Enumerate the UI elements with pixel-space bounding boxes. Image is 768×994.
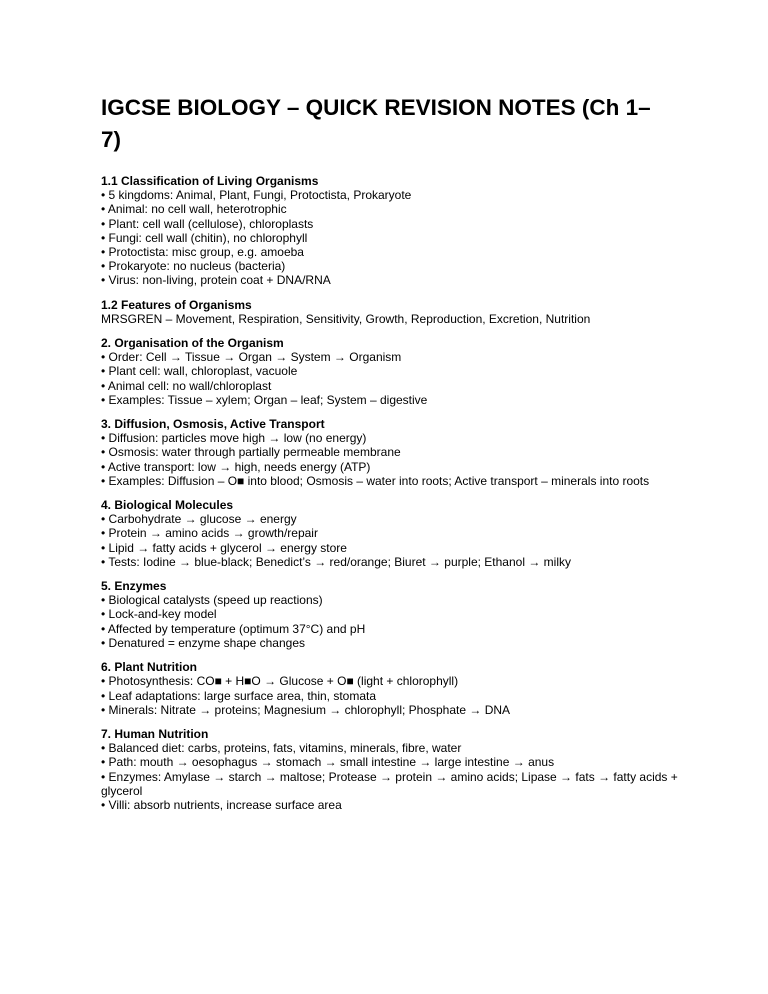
section-heading: 6. Plant Nutrition bbox=[101, 660, 197, 675]
section bbox=[101, 336, 681, 407]
note-line: • Protoctista: misc group, e.g. amoeba bbox=[101, 245, 304, 260]
note-line: • Examples: Diffusion – O■ into blood; Osmosis – water into roots; Active transport – minerals into roots bbox=[101, 473, 650, 488]
note-line: • Carbohydrate → glucose → energy bbox=[101, 512, 297, 527]
note-line: • 5 kingdoms: Animal, Plant, Fungi, Protoctista, Prokaryote bbox=[101, 188, 412, 203]
note-line: • Tests: Iodine → blue-black; Benedict’s → red/orange; Biuret → purple; Ethanol → milky bbox=[101, 554, 571, 569]
note-line: • Examples: Tissue – xylem; Organ – leaf; System – digestive bbox=[101, 392, 428, 407]
section-heading: 4. Biological Molecules bbox=[101, 498, 234, 513]
section bbox=[101, 660, 681, 717]
note-line: • Prokaryote: no nucleus (bacteria) bbox=[101, 259, 286, 274]
note-line: • Leaf adaptations: large surface area, thin, stomata bbox=[101, 688, 377, 703]
document-title: IGCSE BIOLOGY – QUICK REVISION NOTES (Ch 1–7) bbox=[101, 95, 651, 152]
note-line: • Plant cell: wall, chloroplast, vacuole bbox=[101, 364, 298, 379]
document-page bbox=[101, 92, 681, 822]
section bbox=[101, 417, 681, 488]
note-line: • Enzymes: Amylase → starch → maltose; Protease → protein → amino acids; Lipase → fats → fatty acids + glycerol bbox=[101, 769, 678, 798]
note-line: • Minerals: Nitrate → proteins; Magnesium → chlorophyll; Phosphate → DNA bbox=[101, 702, 511, 717]
note-line: • Plant: cell wall (cellulose), chloroplasts bbox=[101, 216, 314, 231]
note-line: • Photosynthesis: CO■ + H■O → Glucose + O■ (light + chlorophyll) bbox=[101, 674, 459, 689]
section-heading: 2. Organisation of the Organism bbox=[101, 336, 284, 351]
note-line: • Active transport: low → high, needs energy (ATP) bbox=[101, 459, 371, 474]
note-line: • Virus: non-living, protein coat + DNA/RNA bbox=[101, 273, 331, 288]
note-line: • Villi: absorb nutrients, increase surface area bbox=[101, 797, 342, 812]
section bbox=[101, 727, 681, 812]
section-heading: 1.1 Classification of Living Organisms bbox=[101, 174, 319, 188]
section bbox=[101, 579, 681, 650]
section-heading: 1.2 Features of Organisms bbox=[101, 297, 252, 312]
section bbox=[101, 298, 681, 326]
note-line: • Affected by temperature (optimum 37°C) and pH bbox=[101, 621, 366, 636]
note-line: • Animal: no cell wall, heterotrophic bbox=[101, 202, 287, 217]
note-line: • Fungi: cell wall (chitin), no chlorophyll bbox=[101, 230, 308, 245]
note-line: • Biological catalysts (speed up reactions) bbox=[101, 593, 323, 608]
note-line: • Balanced diet: carbs, proteins, fats, vitamins, minerals, fibre, water bbox=[101, 741, 462, 756]
section bbox=[101, 498, 681, 569]
note-line: • Order: Cell → Tissue → Organ → System → Organism bbox=[101, 350, 402, 365]
note-line: • Diffusion: particles move high → low (no energy) bbox=[101, 431, 367, 446]
section bbox=[101, 174, 681, 288]
note-line: • Osmosis: water through partially permeable membrane bbox=[101, 445, 401, 460]
note-line: • Denatured = enzyme shape changes bbox=[101, 635, 305, 650]
section-heading: 5. Enzymes bbox=[101, 579, 167, 594]
section-heading: 3. Diffusion, Osmosis, Active Transport bbox=[101, 417, 325, 432]
note-line: MRSGREN – Movement, Respiration, Sensitivity, Growth, Reproduction, Excretion, Nutrition bbox=[101, 311, 591, 326]
note-line: • Animal cell: no wall/chloroplast bbox=[101, 378, 272, 393]
note-line: • Protein → amino acids → growth/repair bbox=[101, 526, 318, 541]
note-line: • Lipid → fatty acids + glycerol → energy store bbox=[101, 540, 347, 555]
sections-container bbox=[101, 174, 681, 812]
note-line: • Path: mouth → oesophagus → stomach → small intestine → large intestine → anus bbox=[101, 755, 555, 770]
note-line: • Lock-and-key model bbox=[101, 607, 217, 622]
section-heading: 7. Human Nutrition bbox=[101, 726, 209, 741]
